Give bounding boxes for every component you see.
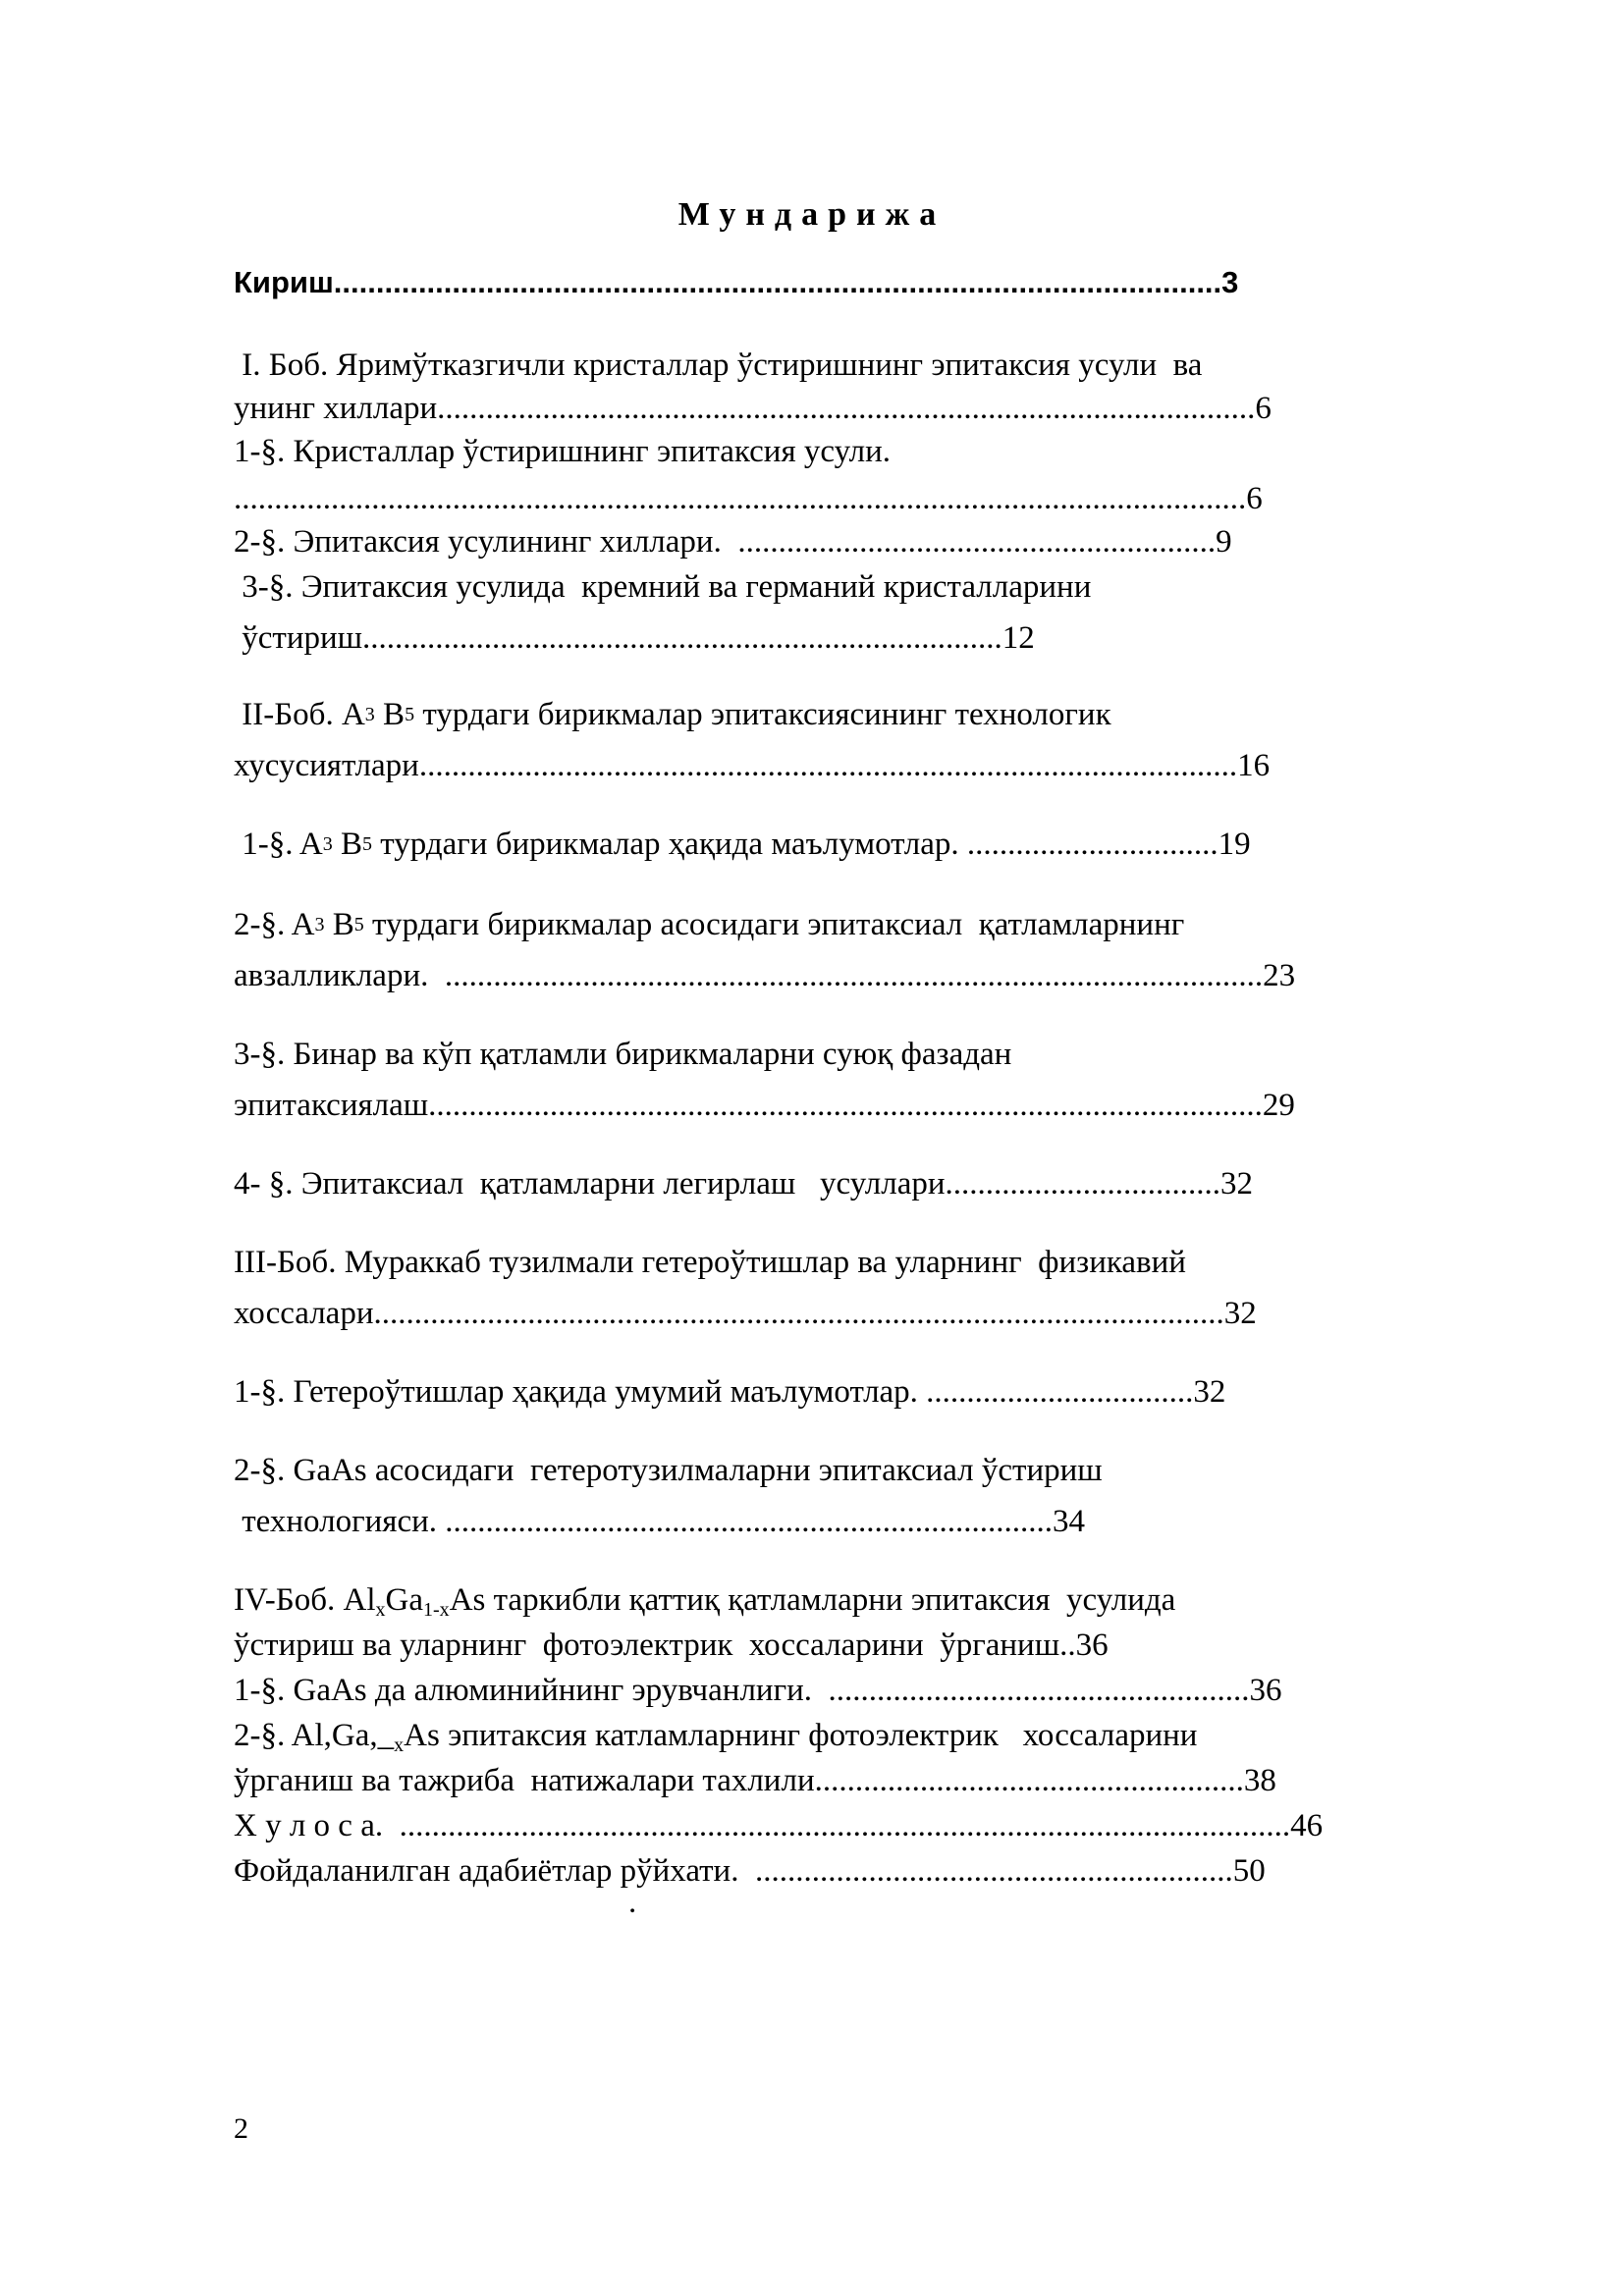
superscript: 5 — [353, 914, 364, 935]
toc-line: 1-§. Гетероўтишлар ҳақида умумий маълумотлар. .................................32 — [234, 1374, 1226, 1410]
superscript: 3 — [364, 704, 375, 725]
subscript: x — [375, 1599, 386, 1621]
toc-line: унинг хиллари.....................................................................................................6 — [234, 391, 1272, 426]
toc-chapter-4 — [234, 1580, 1175, 1624]
text: 2-§. A — [234, 907, 315, 942]
text: турдаги бирикмалар ҳақида маълумотлар. ...............................19 — [380, 827, 1251, 862]
toc-line: 2-§. GaAs асосидаги гетеротузилмаларни эпитаксиал ўстириш — [234, 1453, 1103, 1488]
text: B — [383, 697, 406, 732]
toc-line: III-Боб. Мураккаб тузилмали гетероўтишлар ва уларнинг физикавий — [234, 1245, 1186, 1280]
text: Ga — [385, 1582, 424, 1618]
page-title: Мундарижа — [677, 196, 947, 233]
toc-line: 2-§. Эпитаксия усулининг хиллари. ...........................................................9 — [234, 524, 1232, 560]
stray-dot: . — [628, 1885, 637, 1920]
text: IV-Боб. Al — [234, 1582, 376, 1618]
toc-line: ўстириш ва уларнинг фотоэлектрик хоссаларини ўрганиш..36 — [234, 1628, 1109, 1663]
toc-line: хоссалари.........................................................................................................32 — [234, 1296, 1257, 1331]
toc-line: 3-§. Эпитаксия усулида кремний ва германий кристалларини — [234, 569, 1092, 605]
text: турдаги бирикмалар асосидаги эпитаксиал қатламларнинг — [372, 907, 1185, 942]
text: II-Боб. A — [234, 697, 365, 732]
toc-line: Фойдаланилган адабиётлар рўйхати. ...........................................................50 — [234, 1853, 1266, 1889]
toc-intro: Кириш.........................................................................................................3 — [234, 265, 1239, 299]
toc-line: хусусиятлари.....................................................................................................16 — [234, 748, 1271, 783]
toc-chapter-2 — [234, 695, 1111, 738]
superscript: 5 — [405, 704, 415, 725]
toc-line: I. Боб. Яримўтказгичли кристаллар ўстиришнинг эпитаксия усули ва — [234, 347, 1203, 383]
toc-line — [234, 825, 1251, 868]
superscript: 3 — [322, 833, 333, 855]
toc-line: технологияси. ...........................................................................34 — [234, 1504, 1086, 1539]
toc-line: Х у л о с а. ..............................................................................................................46 — [234, 1808, 1324, 1843]
text: B — [332, 907, 354, 942]
toc-line — [234, 905, 1184, 948]
toc-line — [234, 1716, 1197, 1759]
toc-line: 4- §. Эпитаксиал қатламларни легирлаш усуллари..................................32 — [234, 1166, 1254, 1201]
text: As таркибли қаттиқ қатламларни эпитаксия усулида — [449, 1582, 1176, 1618]
text: B — [341, 827, 363, 862]
toc-line: 1-§. GaAs да алюминийнинг эрувчанлиги. ....................................................36 — [234, 1673, 1282, 1708]
subscript: x — [394, 1735, 405, 1756]
page-number: 2 — [234, 2112, 248, 2145]
text: турдаги бирикмалар эпитаксиясининг технологик — [422, 697, 1111, 732]
superscript: 3 — [314, 914, 325, 935]
toc-line: .............................................................................................................................6 — [234, 481, 1263, 516]
toc-line: 3-§. Бинар ва кўп қатламли бирикмаларни суюқ фазадан — [234, 1037, 1012, 1072]
subscript: 1-x — [423, 1599, 450, 1621]
toc-line: 1-§. Кристаллар ўстиришнинг эпитаксия усули. — [234, 434, 892, 469]
superscript: 5 — [362, 833, 373, 855]
toc-line: ўстириш...............................................................................12 — [234, 620, 1035, 656]
toc-line: авзалликлари. .....................................................................................................23 — [234, 958, 1296, 993]
toc-line: эпитаксиялаш.......................................................................................................29 — [234, 1088, 1295, 1123]
text: 2-§. Al,Ga,_ — [234, 1718, 395, 1753]
text: 1-§. A — [234, 827, 323, 862]
toc-line: ўрганиш ва тажриба натижалари тахлили.....................................................38 — [234, 1763, 1276, 1798]
text: As эпитаксия катламларнинг фотоэлектрик хоссаларини — [404, 1718, 1198, 1753]
